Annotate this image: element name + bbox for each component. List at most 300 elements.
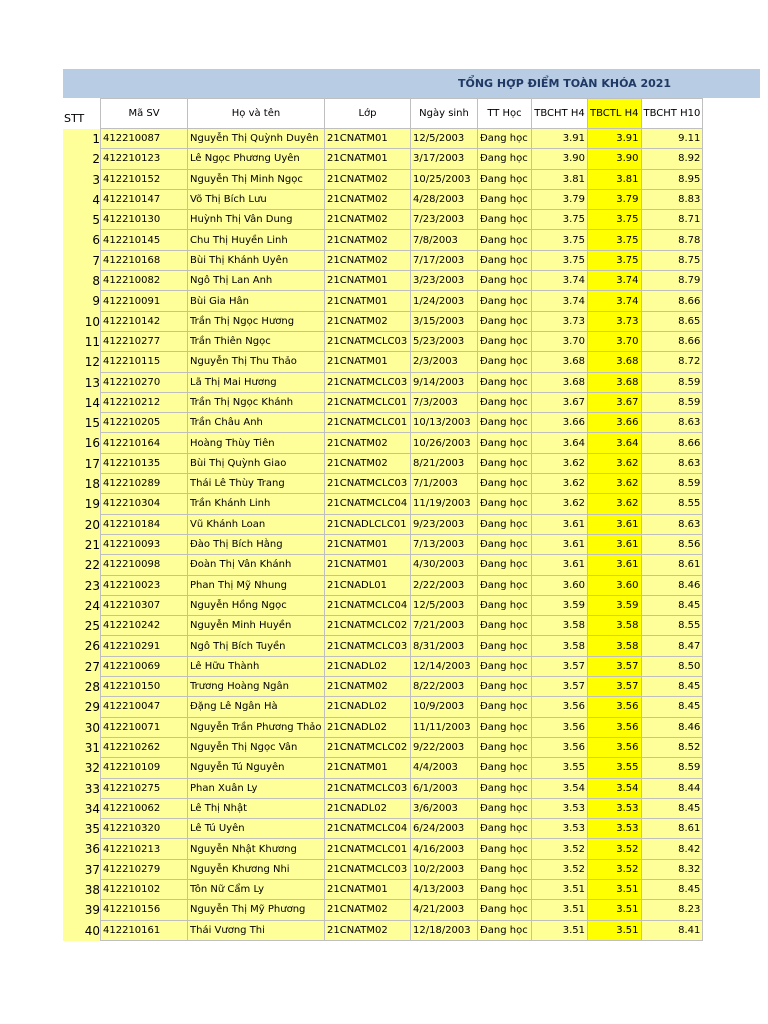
cell-ma-sv: 412210115	[101, 352, 188, 372]
cell-ma-sv: 412210047	[101, 697, 188, 717]
cell-ngay-sinh: 8/31/2003	[411, 636, 478, 656]
cell-tbcht-h4: 3.59	[532, 595, 588, 615]
cell-tbcht-h4: 3.57	[532, 677, 588, 697]
cell-ngay-sinh: 7/3/2003	[411, 392, 478, 412]
table-row	[101, 656, 703, 676]
cell-tbctl-h4: 3.56	[588, 697, 642, 717]
table-row	[101, 575, 703, 595]
cell-ho-ten: Chu Thị Huyền Linh	[188, 230, 325, 250]
table-row	[101, 677, 703, 697]
cell-tbcht-h4: 3.56	[532, 737, 588, 757]
cell-tbcht-h10: 8.61	[641, 819, 703, 839]
cell-ho-ten: Huỳnh Thị Vân Dung	[188, 210, 325, 230]
cell-tbctl-h4: 3.56	[588, 717, 642, 737]
cell-tt-hoc: Đang học	[478, 555, 532, 575]
cell-ngay-sinh: 7/23/2003	[411, 210, 478, 230]
table-row	[101, 413, 703, 433]
cell-ma-sv: 412210289	[101, 474, 188, 494]
cell-ngay-sinh: 7/8/2003	[411, 230, 478, 250]
cell-tt-hoc: Đang học	[478, 900, 532, 920]
stt-cell: 15	[63, 413, 100, 433]
cell-tbcht-h10: 8.52	[641, 737, 703, 757]
table-row	[101, 859, 703, 879]
cell-ma-sv: 412210262	[101, 737, 188, 757]
cell-ma-sv: 412210320	[101, 819, 188, 839]
cell-ma-sv: 412210304	[101, 494, 188, 514]
cell-tt-hoc: Đang học	[478, 413, 532, 433]
cell-ma-sv: 412210145	[101, 230, 188, 250]
cell-tbcht-h4: 3.74	[532, 291, 588, 311]
cell-lop: 21CNATM02	[325, 169, 411, 189]
cell-tbcht-h4: 3.51	[532, 879, 588, 899]
cell-ma-sv: 412210087	[101, 129, 188, 149]
stt-cell: 16	[63, 433, 100, 453]
cell-ma-sv: 412210091	[101, 291, 188, 311]
cell-ngay-sinh: 4/16/2003	[411, 839, 478, 859]
stt-cell: 35	[63, 819, 100, 839]
cell-ma-sv: 412210130	[101, 210, 188, 230]
cell-lop: 21CNATM02	[325, 453, 411, 473]
cell-tt-hoc: Đang học	[478, 291, 532, 311]
cell-tbctl-h4: 3.81	[588, 169, 642, 189]
table-row	[101, 392, 703, 412]
cell-lop: 21CNATM02	[325, 311, 411, 331]
cell-tbcht-h4: 3.57	[532, 656, 588, 676]
cell-ho-ten: Trần Châu Anh	[188, 413, 325, 433]
cell-ma-sv: 412210161	[101, 920, 188, 940]
cell-tt-hoc: Đang học	[478, 636, 532, 656]
table-row	[101, 210, 703, 230]
cell-tbcht-h10: 8.41	[641, 920, 703, 940]
cell-tt-hoc: Đang học	[478, 149, 532, 169]
cell-tbcht-h10: 8.63	[641, 514, 703, 534]
cell-ma-sv: 412210213	[101, 839, 188, 859]
cell-lop: 21CNATM02	[325, 250, 411, 270]
cell-tbcht-h10: 8.83	[641, 189, 703, 209]
cell-ngay-sinh: 4/4/2003	[411, 758, 478, 778]
table-row	[101, 778, 703, 798]
cell-tbctl-h4: 3.53	[588, 798, 642, 818]
cell-tbcht-h10: 8.63	[641, 413, 703, 433]
table-row	[101, 129, 703, 149]
cell-tbcht-h4: 3.56	[532, 697, 588, 717]
cell-ho-ten: Trần Thị Ngọc Khánh	[188, 392, 325, 412]
cell-ngay-sinh: 12/5/2003	[411, 595, 478, 615]
table-row	[101, 453, 703, 473]
cell-tbctl-h4: 3.62	[588, 453, 642, 473]
cell-ngay-sinh: 6/1/2003	[411, 778, 478, 798]
stt-cell: 26	[63, 636, 100, 656]
cell-tt-hoc: Đang học	[478, 331, 532, 351]
cell-tt-hoc: Đang học	[478, 352, 532, 372]
stt-column	[63, 129, 100, 941]
cell-ngay-sinh: 6/24/2003	[411, 819, 478, 839]
stt-cell: 21	[63, 535, 100, 555]
cell-tbctl-h4: 3.68	[588, 372, 642, 392]
cell-tbctl-h4: 3.61	[588, 555, 642, 575]
cell-tbctl-h4: 3.90	[588, 149, 642, 169]
cell-ho-ten: Trần Khánh Linh	[188, 494, 325, 514]
cell-tt-hoc: Đang học	[478, 616, 532, 636]
cell-ma-sv: 412210156	[101, 900, 188, 920]
table-row	[101, 616, 703, 636]
cell-tt-hoc: Đang học	[478, 677, 532, 697]
col-header-tbcht-h10: TBCHT H10	[641, 99, 703, 129]
cell-ho-ten: Lê Ngọc Phương Uyên	[188, 149, 325, 169]
table-row	[101, 514, 703, 534]
cell-tbcht-h4: 3.62	[532, 494, 588, 514]
cell-lop: 21CNATMCLC03	[325, 474, 411, 494]
stt-cell: 5	[63, 210, 100, 230]
cell-ma-sv: 412210275	[101, 778, 188, 798]
cell-lop: 21CNATMCLC01	[325, 392, 411, 412]
cell-tbcht-h10: 8.66	[641, 331, 703, 351]
cell-tbctl-h4: 3.79	[588, 189, 642, 209]
cell-tbcht-h10: 8.56	[641, 534, 703, 554]
cell-tbctl-h4: 3.58	[588, 616, 642, 636]
cell-tbctl-h4: 3.51	[588, 879, 642, 899]
cell-tt-hoc: Đang học	[478, 717, 532, 737]
cell-tbcht-h4: 3.61	[532, 514, 588, 534]
cell-ngay-sinh: 3/6/2003	[411, 798, 478, 818]
cell-tbctl-h4: 3.74	[588, 291, 642, 311]
cell-tbcht-h10: 8.45	[641, 879, 703, 899]
cell-lop: 21CNATM01	[325, 534, 411, 554]
col-header-lop: Lớp	[325, 99, 411, 129]
cell-tbcht-h4: 3.68	[532, 372, 588, 392]
cell-ho-ten: Nguyễn Thị Mỹ Phương	[188, 900, 325, 920]
cell-tbctl-h4: 3.67	[588, 392, 642, 412]
cell-tbctl-h4: 3.52	[588, 839, 642, 859]
cell-tbcht-h10: 8.92	[641, 149, 703, 169]
cell-ngay-sinh: 7/17/2003	[411, 250, 478, 270]
cell-tbcht-h4: 3.68	[532, 352, 588, 372]
cell-tt-hoc: Đang học	[478, 169, 532, 189]
cell-lop: 21CNATM01	[325, 149, 411, 169]
cell-ho-ten: Thái Lê Thùy Trang	[188, 474, 325, 494]
cell-ma-sv: 412210277	[101, 331, 188, 351]
cell-ho-ten: Nguyễn Khương Nhi	[188, 859, 325, 879]
cell-tbctl-h4: 3.62	[588, 474, 642, 494]
stt-cell: 23	[63, 576, 100, 596]
cell-ngay-sinh: 3/23/2003	[411, 271, 478, 291]
cell-tbctl-h4: 3.75	[588, 230, 642, 250]
title-banner	[63, 69, 760, 98]
cell-tbctl-h4: 3.60	[588, 575, 642, 595]
cell-ma-sv: 412210082	[101, 271, 188, 291]
table-row	[101, 149, 703, 169]
cell-ho-ten: Lê Hữu Thành	[188, 656, 325, 676]
sheet-title: TỔNG HỢP ĐIỂM TOÀN KHÓA 2021	[458, 77, 672, 90]
cell-lop: 21CNATMCLC02	[325, 737, 411, 757]
col-header-tt-hoc: TT Học	[478, 99, 532, 129]
table-row	[101, 271, 703, 291]
table-row	[101, 372, 703, 392]
cell-lop: 21CNATMCLC04	[325, 595, 411, 615]
cell-tbcht-h4: 3.62	[532, 453, 588, 473]
cell-tbctl-h4: 3.75	[588, 210, 642, 230]
cell-ho-ten: Hoàng Thùy Tiên	[188, 433, 325, 453]
stt-cell: 9	[63, 291, 100, 311]
stt-cell: 6	[63, 230, 100, 250]
stt-cell: 30	[63, 718, 100, 738]
cell-ngay-sinh: 7/13/2003	[411, 534, 478, 554]
cell-ma-sv: 412210184	[101, 514, 188, 534]
cell-tt-hoc: Đang học	[478, 433, 532, 453]
cell-lop: 21CNATM02	[325, 677, 411, 697]
cell-lop: 21CNATMCLC03	[325, 636, 411, 656]
stt-cell: 7	[63, 251, 100, 271]
cell-tbcht-h10: 8.72	[641, 352, 703, 372]
cell-lop: 21CNATMCLC04	[325, 494, 411, 514]
cell-tbcht-h10: 8.59	[641, 758, 703, 778]
cell-tbctl-h4: 3.74	[588, 271, 642, 291]
cell-tbctl-h4: 3.91	[588, 129, 642, 149]
cell-ho-ten: Ngô Thị Bích Tuyền	[188, 636, 325, 656]
table-row	[101, 555, 703, 575]
table-row	[101, 250, 703, 270]
cell-tbcht-h10: 8.55	[641, 616, 703, 636]
cell-tbctl-h4: 3.54	[588, 778, 642, 798]
cell-ho-ten: Phan Xuân Ly	[188, 778, 325, 798]
cell-ho-ten: Trương Hoàng Ngân	[188, 677, 325, 697]
cell-ho-ten: Võ Thị Bích Lưu	[188, 189, 325, 209]
cell-ngay-sinh: 10/2/2003	[411, 859, 478, 879]
cell-lop: 21CNATM01	[325, 879, 411, 899]
cell-tbcht-h10: 8.45	[641, 697, 703, 717]
cell-ma-sv: 412210062	[101, 798, 188, 818]
table-row	[101, 494, 703, 514]
cell-ngay-sinh: 12/14/2003	[411, 656, 478, 676]
cell-tbcht-h10: 8.79	[641, 271, 703, 291]
cell-tbcht-h10: 9.11	[641, 129, 703, 149]
cell-ma-sv: 412210164	[101, 433, 188, 453]
cell-tbcht-h10: 8.65	[641, 311, 703, 331]
cell-lop: 21CNADL02	[325, 656, 411, 676]
stt-cell: 33	[63, 779, 100, 799]
cell-tbctl-h4: 3.55	[588, 758, 642, 778]
table-row	[101, 352, 703, 372]
cell-tbcht-h4: 3.91	[532, 129, 588, 149]
table-row	[101, 900, 703, 920]
stt-cell: 32	[63, 758, 100, 778]
cell-tt-hoc: Đang học	[478, 737, 532, 757]
cell-ho-ten: Đoàn Thị Vân Khánh	[188, 555, 325, 575]
cell-tbcht-h10: 8.61	[641, 555, 703, 575]
cell-tt-hoc: Đang học	[478, 392, 532, 412]
cell-ma-sv: 412210135	[101, 453, 188, 473]
cell-ngay-sinh: 9/22/2003	[411, 737, 478, 757]
stt-cell: 11	[63, 332, 100, 352]
cell-tbcht-h4: 3.52	[532, 839, 588, 859]
cell-tbcht-h4: 3.74	[532, 271, 588, 291]
stt-cell: 24	[63, 596, 100, 616]
table-row	[101, 331, 703, 351]
cell-ho-ten: Lê Thị Nhật	[188, 798, 325, 818]
cell-tt-hoc: Đang học	[478, 798, 532, 818]
cell-tbcht-h4: 3.75	[532, 210, 588, 230]
stt-cell: 20	[63, 515, 100, 535]
cell-ma-sv: 412210168	[101, 250, 188, 270]
cell-ma-sv: 412210212	[101, 392, 188, 412]
cell-tbctl-h4: 3.53	[588, 819, 642, 839]
cell-ho-ten: Nguyễn Thị Ngọc Vân	[188, 737, 325, 757]
cell-tbctl-h4: 3.56	[588, 737, 642, 757]
cell-ngay-sinh: 1/24/2003	[411, 291, 478, 311]
cell-ho-ten: Bùi Thị Khánh Uyên	[188, 250, 325, 270]
table-row	[101, 819, 703, 839]
cell-ngay-sinh: 8/21/2003	[411, 453, 478, 473]
stt-cell: 13	[63, 373, 100, 393]
cell-tbcht-h4: 3.66	[532, 413, 588, 433]
stt-cell: 28	[63, 677, 100, 697]
cell-ngay-sinh: 2/22/2003	[411, 575, 478, 595]
cell-tbcht-h4: 3.70	[532, 331, 588, 351]
cell-ma-sv: 412210279	[101, 859, 188, 879]
table-row	[101, 230, 703, 250]
cell-tbcht-h4: 3.61	[532, 555, 588, 575]
cell-tt-hoc: Đang học	[478, 697, 532, 717]
cell-ho-ten: Nguyễn Thị Quỳnh Duyên	[188, 129, 325, 149]
cell-tbcht-h4: 3.58	[532, 636, 588, 656]
table-row	[101, 758, 703, 778]
cell-ngay-sinh: 9/14/2003	[411, 372, 478, 392]
cell-tt-hoc: Đang học	[478, 189, 532, 209]
cell-tbcht-h10: 8.46	[641, 717, 703, 737]
cell-tbctl-h4: 3.61	[588, 514, 642, 534]
cell-lop: 21CNADLCLC01	[325, 514, 411, 534]
cell-ngay-sinh: 4/30/2003	[411, 555, 478, 575]
stt-cell: 31	[63, 738, 100, 758]
stt-cell: 36	[63, 839, 100, 859]
cell-tbcht-h10: 8.59	[641, 372, 703, 392]
cell-ngay-sinh: 10/9/2003	[411, 697, 478, 717]
cell-ho-ten: Lê Tú Uyên	[188, 819, 325, 839]
cell-lop: 21CNATM02	[325, 210, 411, 230]
stt-cell: 22	[63, 555, 100, 575]
cell-tbctl-h4: 3.52	[588, 859, 642, 879]
cell-tbcht-h10: 8.71	[641, 210, 703, 230]
col-header-ngay-sinh: Ngày sinh	[411, 99, 478, 129]
cell-ho-ten: Bùi Thị Quỳnh Giao	[188, 453, 325, 473]
cell-tbcht-h4: 3.53	[532, 819, 588, 839]
cell-tbcht-h4: 3.75	[532, 250, 588, 270]
stt-header: STT	[64, 112, 85, 125]
cell-tt-hoc: Đang học	[478, 595, 532, 615]
cell-ngay-sinh: 3/17/2003	[411, 149, 478, 169]
cell-ngay-sinh: 7/1/2003	[411, 474, 478, 494]
cell-tbcht-h10: 8.45	[641, 595, 703, 615]
table-row	[101, 189, 703, 209]
cell-tt-hoc: Đang học	[478, 758, 532, 778]
stt-cell: 29	[63, 697, 100, 717]
cell-tt-hoc: Đang học	[478, 311, 532, 331]
cell-tbcht-h10: 8.42	[641, 839, 703, 859]
cell-tbctl-h4: 3.61	[588, 534, 642, 554]
cell-ho-ten: Ngô Thị Lan Anh	[188, 271, 325, 291]
cell-tt-hoc: Đang học	[478, 129, 532, 149]
cell-tt-hoc: Đang học	[478, 474, 532, 494]
table-row	[101, 291, 703, 311]
cell-tbcht-h4: 3.67	[532, 392, 588, 412]
cell-lop: 21CNADL02	[325, 697, 411, 717]
table-row	[101, 433, 703, 453]
cell-tbctl-h4: 3.57	[588, 656, 642, 676]
cell-ma-sv: 412210147	[101, 189, 188, 209]
cell-ngay-sinh: 12/18/2003	[411, 920, 478, 940]
stt-cell: 4	[63, 190, 100, 210]
cell-tbcht-h4: 3.81	[532, 169, 588, 189]
cell-ho-ten: Tôn Nữ Cẩm Ly	[188, 879, 325, 899]
cell-tbcht-h4: 3.60	[532, 575, 588, 595]
cell-ma-sv: 412210098	[101, 555, 188, 575]
cell-tbcht-h10: 8.46	[641, 575, 703, 595]
cell-tbcht-h10: 8.59	[641, 392, 703, 412]
table-row	[101, 879, 703, 899]
stt-cell: 8	[63, 271, 100, 291]
cell-tbcht-h4: 3.90	[532, 149, 588, 169]
cell-tt-hoc: Đang học	[478, 250, 532, 270]
cell-tbcht-h4: 3.75	[532, 230, 588, 250]
col-header-ho-ten: Họ và tên	[188, 99, 325, 129]
cell-tbcht-h4: 3.52	[532, 859, 588, 879]
cell-ma-sv: 412210069	[101, 656, 188, 676]
stt-cell: 38	[63, 880, 100, 900]
stt-cell: 18	[63, 474, 100, 494]
cell-tbctl-h4: 3.59	[588, 595, 642, 615]
table-row	[101, 798, 703, 818]
cell-tt-hoc: Đang học	[478, 859, 532, 879]
stt-cell: 34	[63, 799, 100, 819]
table-row	[101, 839, 703, 859]
cell-tbcht-h4: 3.58	[532, 616, 588, 636]
cell-tbcht-h4: 3.61	[532, 534, 588, 554]
cell-ho-ten: Nguyễn Minh Huyền	[188, 616, 325, 636]
cell-ho-ten: Trần Thị Ngọc Hương	[188, 311, 325, 331]
cell-tbcht-h10: 8.75	[641, 250, 703, 270]
cell-lop: 21CNATM02	[325, 189, 411, 209]
cell-tbctl-h4: 3.58	[588, 636, 642, 656]
cell-tbcht-h10: 8.32	[641, 859, 703, 879]
cell-tt-hoc: Đang học	[478, 494, 532, 514]
cell-ho-ten: Nguyễn Thị Thu Thảo	[188, 352, 325, 372]
cell-tbcht-h10: 8.66	[641, 433, 703, 453]
cell-lop: 21CNATMCLC01	[325, 839, 411, 859]
cell-ma-sv: 412210102	[101, 879, 188, 899]
cell-tbcht-h4: 3.53	[532, 798, 588, 818]
cell-ho-ten: Phan Thị Mỹ Nhung	[188, 575, 325, 595]
cell-tbctl-h4: 3.68	[588, 352, 642, 372]
cell-lop: 21CNATMCLC03	[325, 331, 411, 351]
cell-tt-hoc: Đang học	[478, 372, 532, 392]
header-row	[101, 99, 703, 129]
cell-tbcht-h10: 8.44	[641, 778, 703, 798]
cell-lop: 21CNATM01	[325, 555, 411, 575]
cell-tbcht-h4: 3.79	[532, 189, 588, 209]
cell-tbcht-h10: 8.59	[641, 474, 703, 494]
cell-tbcht-h10: 8.47	[641, 636, 703, 656]
cell-ma-sv: 412210142	[101, 311, 188, 331]
cell-ho-ten: Trần Thiên Ngọc	[188, 331, 325, 351]
cell-lop: 21CNATM02	[325, 433, 411, 453]
cell-tbcht-h10: 8.63	[641, 453, 703, 473]
results-table	[100, 98, 703, 941]
cell-lop: 21CNADL02	[325, 717, 411, 737]
cell-tbcht-h4: 3.51	[532, 920, 588, 940]
cell-tbcht-h10: 8.78	[641, 230, 703, 250]
stt-cell: 25	[63, 616, 100, 636]
cell-ma-sv: 412210291	[101, 636, 188, 656]
